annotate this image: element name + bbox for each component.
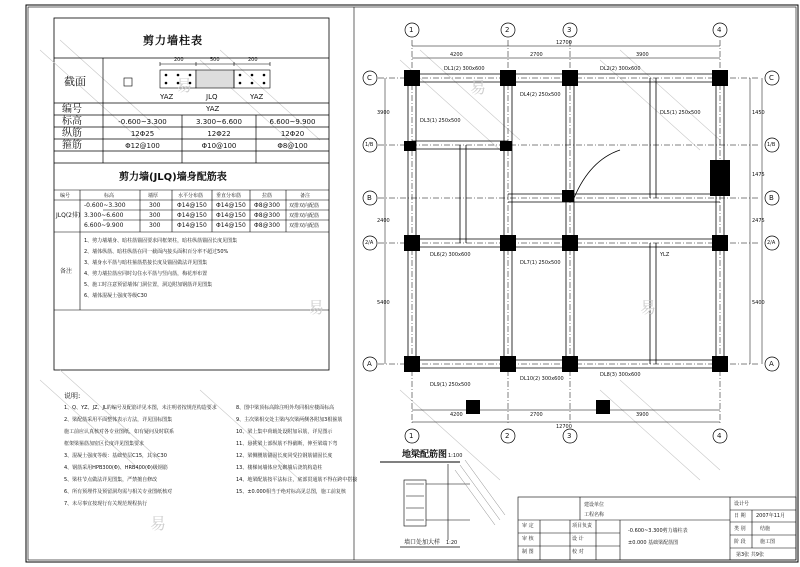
wall-note-3: 3、墙身水平筋与暗柱箍筋搭接长度及锚固做法详见图集 bbox=[84, 260, 208, 266]
watermark-4: 易 bbox=[640, 298, 657, 317]
detail-title: 墙口处加大样 bbox=[404, 539, 441, 546]
axis-y-1b-left: 1/B bbox=[365, 142, 374, 148]
wall-group-label: JLQ(2排) bbox=[56, 212, 81, 219]
wall-hdr-vbar: 垂直分布筋 bbox=[216, 193, 242, 199]
axis-y-b-right: B bbox=[769, 194, 774, 202]
plan-scale: 1:100 bbox=[448, 453, 463, 459]
wall-row-1-note: 双排双向配筋 bbox=[289, 203, 320, 209]
wall-row-2-hbar: Φ14@150 bbox=[177, 212, 207, 219]
axis-x-3-top: 3 bbox=[567, 26, 572, 34]
beam-label-10: DL10(2) 300x600 bbox=[520, 376, 564, 382]
watermark-5: 易 bbox=[150, 514, 167, 533]
ylz-tag: YLZ bbox=[660, 252, 670, 258]
note-right-2: 9、主次梁相交处主梁内次梁两侧各附加3根箍筋 bbox=[236, 417, 343, 423]
wall-note-2: 2、墙体纵筋、暗柱纵筋在同一截面内接头面积百分率不超过50% bbox=[84, 249, 229, 255]
axis-x-1-bottom: 1 bbox=[409, 432, 414, 440]
axis-x-3-bottom: 3 bbox=[567, 432, 572, 440]
tb-role-6: 制 图 bbox=[522, 549, 534, 555]
wall-row-3-vbar: Φ14@150 bbox=[216, 222, 246, 229]
note-right-7: 14、地梁配筋按平法标注，底部贯通筋不得在跨中搭接 bbox=[236, 477, 358, 483]
dim-right-2: 2475 bbox=[752, 218, 765, 224]
beam-label-1: DL1(2) 300x600 bbox=[444, 66, 485, 72]
axis-y-1b-right: 1/B bbox=[767, 142, 776, 148]
wall-row-2-tie: Φ8@300 bbox=[254, 212, 280, 219]
note-left-2: 2、梁配筋采用平面整体表示方法，详见国标图集 bbox=[64, 417, 173, 423]
wall-notes-label: 备注 bbox=[60, 268, 73, 275]
dim-left-3: 3900 bbox=[377, 110, 390, 116]
dim-bottom-2: 2700 bbox=[530, 412, 543, 418]
stirrups-3: Φ8@100 bbox=[277, 142, 308, 150]
column-table-title: 剪力墙柱表 bbox=[143, 34, 203, 47]
tb-role-2: 审 核 bbox=[522, 536, 534, 542]
plan-title: 地梁配筋图 bbox=[402, 450, 448, 460]
elev-2: 3.300~6.600 bbox=[196, 118, 242, 126]
wall-table-title: 剪力墙(JLQ)墙身配筋表 bbox=[119, 172, 227, 183]
row-label-id: 编号 bbox=[62, 104, 82, 115]
note-left-4: 框架梁箍筋加密区长度详见图集要求 bbox=[64, 441, 145, 447]
dim-right-1: 5400 bbox=[752, 300, 765, 306]
wall-note-6: 6、墙体混凝土强度等级C30 bbox=[84, 293, 148, 299]
note-right-4: 11、悬挑梁上部纵筋不得截断，伸至梁端下弯 bbox=[236, 441, 338, 447]
axis-x-4-top: 4 bbox=[717, 26, 722, 34]
wall-hdr-thk: 墙厚 bbox=[148, 193, 159, 199]
section-dim-2: 500 bbox=[210, 57, 220, 63]
dim-left-1: 5400 bbox=[377, 300, 390, 306]
section-tag-3: YAZ bbox=[250, 93, 264, 101]
wall-row-1-hbar: Φ14@150 bbox=[177, 202, 207, 209]
axis-x-1-top: 1 bbox=[409, 26, 414, 34]
axis-y-c-left: C bbox=[367, 74, 372, 82]
dim-top-total: 12700 bbox=[556, 40, 572, 46]
note-left-6: 4、钢筋采用HPB300(Φ)、HRB400(Φ)级钢筋 bbox=[64, 465, 168, 471]
watermark-2: 易 bbox=[308, 298, 325, 317]
axis-y-2a-left: 2/A bbox=[365, 240, 374, 246]
section-dim-1: 200 bbox=[174, 57, 184, 63]
wall-row-3-tie: Φ8@300 bbox=[254, 222, 280, 229]
note-left-7: 5、梁柱节点做法详见图集，严禁擅自修改 bbox=[64, 477, 158, 483]
tb-drawing-name-1: -0.600~3.300剪力墙柱表 bbox=[628, 528, 688, 534]
note-right-3: 10、梁上集中荷载处设附加吊筋，详见图示 bbox=[236, 429, 333, 435]
tb-role-5: 校 对 bbox=[572, 549, 584, 555]
axis-y-2a-right: 2/A bbox=[767, 240, 776, 246]
tb-category-label: 类 别 bbox=[734, 526, 746, 532]
note-right-6: 13、楼梯间墙体应先砌墙后浇筑构造柱 bbox=[236, 465, 323, 471]
note-left-1: 1、Q、YZ、JZ、JL的编号及配筋详见本图，未注明者按规范构造要求 bbox=[64, 405, 217, 411]
dim-bottom-1: 4200 bbox=[450, 412, 463, 418]
note-right-8: 15、±0.000相当于绝对标高见总图，施工前复核 bbox=[236, 489, 346, 495]
wall-hdr-tie: 拉筋 bbox=[262, 193, 273, 199]
wall-hdr-note: 备注 bbox=[300, 193, 311, 199]
long-bars-3: 12Φ20 bbox=[280, 130, 305, 138]
wall-row-3-elev: 6.600~9.900 bbox=[84, 222, 124, 229]
axis-y-a-right: A bbox=[769, 360, 774, 368]
elev-3: 6.600~9.900 bbox=[269, 118, 316, 126]
tb-role-3: 项目负责 bbox=[572, 523, 593, 529]
tb-drawing-name-2: ±0.000 基础梁配筋图 bbox=[628, 540, 679, 546]
dim-bottom-total: 12700 bbox=[556, 424, 572, 430]
wall-row-1-vbar: Φ14@150 bbox=[216, 202, 246, 209]
tb-date-label: 日 期 bbox=[734, 513, 746, 519]
stirrups-2: Φ10@100 bbox=[201, 142, 237, 150]
wall-hdr-hbar: 水平分布筋 bbox=[178, 193, 204, 199]
tb-category-value: 结施 bbox=[760, 526, 771, 532]
stirrups-1: Φ12@100 bbox=[125, 142, 160, 150]
tb-stage-label: 阶 段 bbox=[734, 539, 746, 545]
beam-label-8: DL8(3) 300x600 bbox=[600, 372, 641, 378]
row-label-stirrups: 箍筋 bbox=[62, 140, 82, 151]
watermark-3: 易 bbox=[470, 78, 487, 97]
dim-right-4: 1450 bbox=[752, 110, 765, 116]
axis-x-2-top: 2 bbox=[505, 26, 510, 34]
axis-y-a-left: A bbox=[367, 360, 372, 368]
watermark-1: 易 bbox=[176, 76, 193, 95]
wall-row-2-thk: 300 bbox=[149, 212, 161, 219]
wall-note-4: 4、剪力墙拉筋应同时勾住水平筋与竖向筋，梅花形布置 bbox=[84, 271, 208, 277]
note-right-1: 8、图中梁顶标高除注明外均同相应楼面标高 bbox=[236, 405, 335, 411]
row-id-value: YAZ bbox=[206, 105, 220, 113]
wall-row-2-elev: 3.300~6.600 bbox=[84, 212, 124, 219]
section-tag-1: YAZ bbox=[160, 93, 174, 101]
dim-left-2: 2400 bbox=[377, 218, 390, 224]
section-dim-3: 200 bbox=[248, 57, 258, 63]
beam-label-9: DL9(1) 250x500 bbox=[430, 382, 471, 388]
row-label-long-bars: 纵筋 bbox=[62, 128, 82, 139]
tb-drawing-no-label: 设计号 bbox=[734, 501, 750, 507]
wall-row-2-vbar: Φ14@150 bbox=[216, 212, 246, 219]
tb-project-label: 建设单位 bbox=[584, 502, 605, 508]
detail-scale: 1:20 bbox=[446, 540, 458, 546]
beam-label-4: DL4(2) 250x500 bbox=[520, 92, 561, 98]
wall-row-1-thk: 300 bbox=[149, 202, 161, 209]
note-left-9: 7、未尽事宜按现行有关规范规程执行 bbox=[64, 501, 148, 507]
dim-top-2: 2700 bbox=[530, 52, 543, 58]
section-label: 截面 bbox=[64, 75, 86, 88]
note-right-5: 12、梁侧腰筋锚固长度同受拉钢筋锚固长度 bbox=[236, 453, 333, 459]
wall-row-2-note: 双排双向配筋 bbox=[289, 213, 320, 219]
wall-row-1-tie: Φ8@300 bbox=[254, 202, 280, 209]
wall-note-1: 1、剪力墙墙身、暗柱筋锚固要求同框架柱，暗柱纵筋锚固长度见图集 bbox=[84, 238, 238, 244]
note-left-8: 6、所有预埋件及预留洞均需与相关专业图纸核对 bbox=[64, 489, 173, 495]
elev-1: -0.600~3.300 bbox=[118, 118, 167, 126]
dim-bottom-3: 3900 bbox=[636, 412, 649, 418]
beam-label-2: DL2(2) 300x600 bbox=[600, 66, 641, 72]
wall-note-5: 5、施工时注意预留墙体门洞位置，洞边附加钢筋详见图集 bbox=[84, 282, 213, 288]
beam-label-7: DL7(1) 250x500 bbox=[520, 260, 561, 266]
tb-sheet-label: 第3张 共9张 bbox=[736, 552, 764, 558]
beam-label-5: DL5(1) 250x500 bbox=[660, 110, 701, 116]
tb-project-label2: 工程名称 bbox=[584, 512, 605, 518]
beam-label-6: DL6(2) 300x600 bbox=[430, 252, 471, 258]
tb-date-value: 2007年11月 bbox=[756, 513, 786, 519]
axis-y-b-left: B bbox=[367, 194, 372, 202]
dim-top-3: 3900 bbox=[636, 52, 649, 58]
wall-row-3-note: 双排双向配筋 bbox=[289, 223, 320, 229]
tb-role-1: 审 定 bbox=[522, 523, 534, 529]
tb-stage-value: 施工图 bbox=[760, 539, 776, 545]
wall-row-3-hbar: Φ14@150 bbox=[177, 222, 207, 229]
long-bars-2: 12Φ22 bbox=[207, 130, 231, 138]
axis-y-c-right: C bbox=[769, 74, 774, 82]
note-left-3: 施工前应认真核对各专业图纸，如有疑问及时联系 bbox=[64, 429, 175, 435]
wall-row-1-elev: -0.600~3.300 bbox=[84, 202, 126, 209]
wall-hdr-id: 编号 bbox=[60, 193, 71, 199]
dim-top-1: 4200 bbox=[450, 52, 463, 58]
general-notes-title: 说明: bbox=[64, 392, 81, 400]
axis-x-4-bottom: 4 bbox=[717, 432, 722, 440]
note-left-5: 3、混凝土强度等级：基础垫层C15，其余C30 bbox=[64, 453, 167, 459]
wall-row-3-thk: 300 bbox=[149, 222, 161, 229]
section-tag-2: JLQ bbox=[206, 93, 218, 101]
dim-right-3: 1475 bbox=[752, 172, 765, 178]
tb-role-4: 设 计 bbox=[572, 536, 584, 542]
beam-label-3: DL3(1) 250x500 bbox=[420, 118, 461, 124]
row-label-elev: 标高 bbox=[62, 116, 82, 127]
long-bars-1: 12Φ25 bbox=[130, 130, 155, 138]
axis-x-2-bottom: 2 bbox=[505, 432, 510, 440]
wall-hdr-elev: 标高 bbox=[104, 193, 115, 199]
